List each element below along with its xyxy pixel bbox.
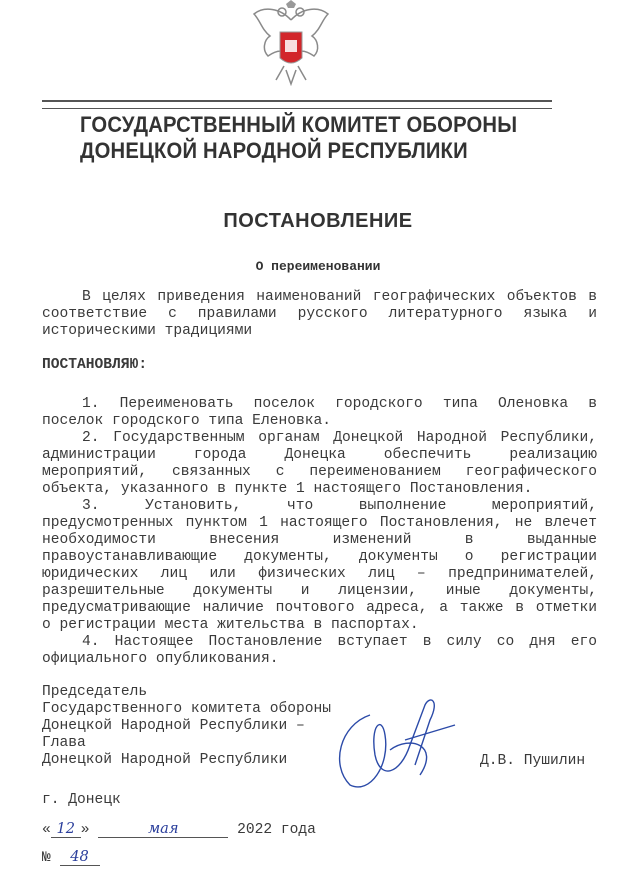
preamble-line: В целях приведения наименований географических объектов в: [82, 289, 597, 305]
number-line: [42, 848, 597, 867]
document-type: ПОСТАНОВЛЕНИЕ: [223, 210, 413, 232]
organization-name: [80, 112, 517, 164]
body-line: юридических лиц или физических лиц – предпринимателей,: [42, 566, 597, 582]
date-year: 2022 года: [237, 822, 316, 838]
number-label: №: [42, 850, 51, 866]
body-line: мероприятий, связанных с переименованием географического: [42, 464, 597, 480]
place: г. Донецк: [42, 792, 121, 808]
body-line: 4. Настоящее Постановление вступает в силу со дня его: [82, 634, 597, 650]
header-divider: [42, 100, 552, 109]
signatory-line: Государственного комитета обороны: [42, 701, 332, 717]
body-line: 1. Переименовать поселок городского типа Оленовка в: [82, 396, 597, 412]
preamble-line: историческими традициями: [42, 323, 253, 339]
body-line: официального опубликования.: [42, 651, 279, 667]
resolve-label: ПОСТАНОВЛЯЮ:: [42, 357, 148, 373]
preamble-line: соответствие с правилами русского литературного языка и: [42, 306, 597, 322]
body-line: предусмотренных пунктом 1 настоящего Постановления, не влечет: [42, 515, 597, 531]
date-line: « 12 » мая 2022 года: [42, 820, 316, 838]
signatory-line: Председатель: [42, 684, 148, 700]
signatory-line: Донецкой Народной Республики –: [42, 718, 305, 734]
org-line: ГОСУДАРСТВЕННЫЙ КОМИТЕТ ОБОРОНЫ: [80, 112, 518, 137]
body-line: администрации города Донецка обеспечить реализацию: [42, 447, 597, 463]
org-line: ДОНЕЦКОЙ НАРОДНОЙ РЕСПУБЛИКИ: [80, 138, 468, 163]
signatory-line: Донецкой Народной Республики: [42, 752, 288, 768]
body-line: необходимости внесения изменений в выданные: [42, 532, 597, 548]
body-line: 2. Государственным органам Донецкой Народной Республики,: [82, 430, 597, 446]
body-line: объекта, указанного в пункте 1 настоящего Постановления.: [42, 481, 533, 497]
body-line: 3. Установить, что выполнение мероприятий,: [82, 498, 597, 514]
document-subject: О переименовании: [255, 259, 381, 274]
signatory-name: Д.В. Пушилин: [480, 753, 586, 769]
handwritten-signature: [330, 695, 460, 795]
body-line: предусматривающие наличие почтового адреса, а также в отметки: [42, 600, 597, 616]
body-line: разрешительные документы и лицензии, иные документы,: [42, 583, 597, 599]
body-line: правоустанавливающие документы, документы о регистрации: [42, 549, 597, 565]
date-month: мая: [98, 820, 228, 838]
preamble: [42, 289, 597, 340]
body-line: о регистрации места жительства в паспортах.: [42, 617, 419, 633]
body-line: поселок городского типа Еленовка.: [42, 413, 332, 429]
date-day: 12: [51, 820, 81, 838]
signatory-line: Глава: [42, 735, 86, 751]
document-number: 48: [60, 848, 100, 866]
coat-of-arms-emblem: [250, 0, 332, 86]
resolution-body: [42, 396, 597, 668]
